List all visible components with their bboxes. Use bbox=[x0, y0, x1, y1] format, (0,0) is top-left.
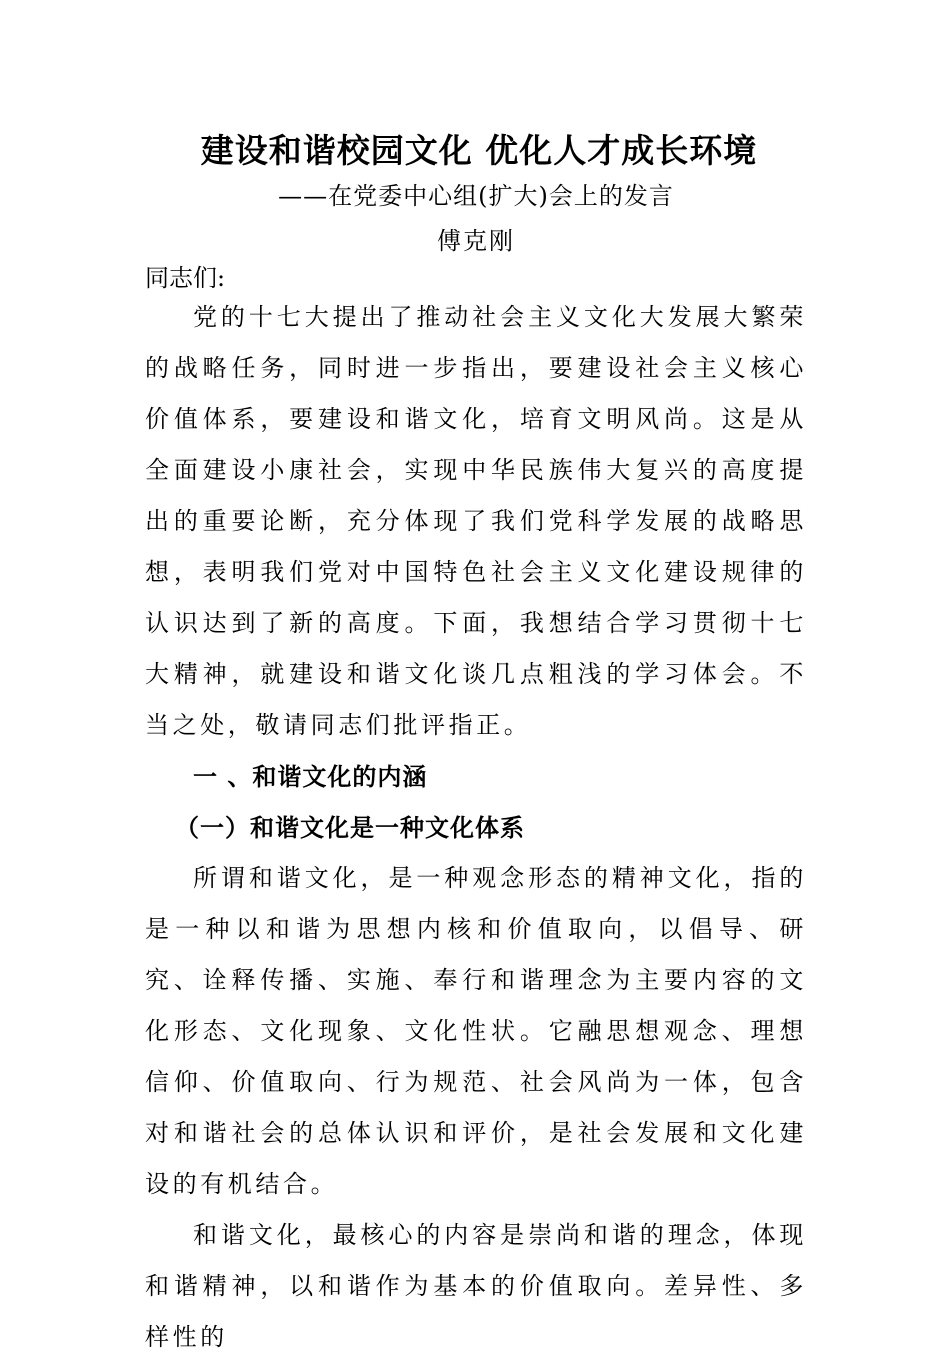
document-page bbox=[145, 128, 807, 1363]
document-title: 建设和谐校园文化 优化人才成长环境 bbox=[200, 131, 758, 170]
document-author: 傅克刚 bbox=[437, 227, 515, 255]
document-subtitle: ——在党委中心组(扩大)会上的发言 bbox=[278, 182, 674, 210]
body-paragraph: 所谓和谐文化，是一种观念形态的精神文化，指的是一种以和谐为思想内核和价值取向，以倡导、研究、诠释传播、实施、奉行和谐理念为主要内容的文化形态、文化现象、文化性状。它融思想观念、理想信仰、价值取向、行为规范、社会风尚为一体，包含对和谐社会的总体认识和评价，是社会发展和文化建设的有机结合。 bbox=[145, 864, 807, 1198]
section-heading: 一 、和谐文化的内涵 bbox=[193, 762, 428, 791]
body-paragraph: 和谐文化，最核心的内容是崇尚和谐的理念，体现和谐精神，以和谐作为基本的价值取向。差异性、多样性的 bbox=[145, 1221, 807, 1351]
subsection-heading: （一）和谐文化是一种文化体系 bbox=[175, 813, 525, 842]
salutation: 同志们: bbox=[145, 264, 226, 292]
intro-paragraph: 党的十七大提出了推动社会主义文化大发展大繁荣的战略任务，同时进一步指出，要建设社会主义核心价值体系，要建设和谐文化，培育文明风尚。这是从全面建设小康社会，实现中华民族伟大复兴的高度提出的重要论断，充分体现了我们党科学发展的战略思想，表明我们党对中国特色社会主义文化建设规律的认识达到了新的高度。下面，我想结合学习贯彻十七大精神，就建设和谐文化谈几点粗浅的学习体会。不当之处，敬请同志们批评指正。 bbox=[145, 303, 807, 739]
